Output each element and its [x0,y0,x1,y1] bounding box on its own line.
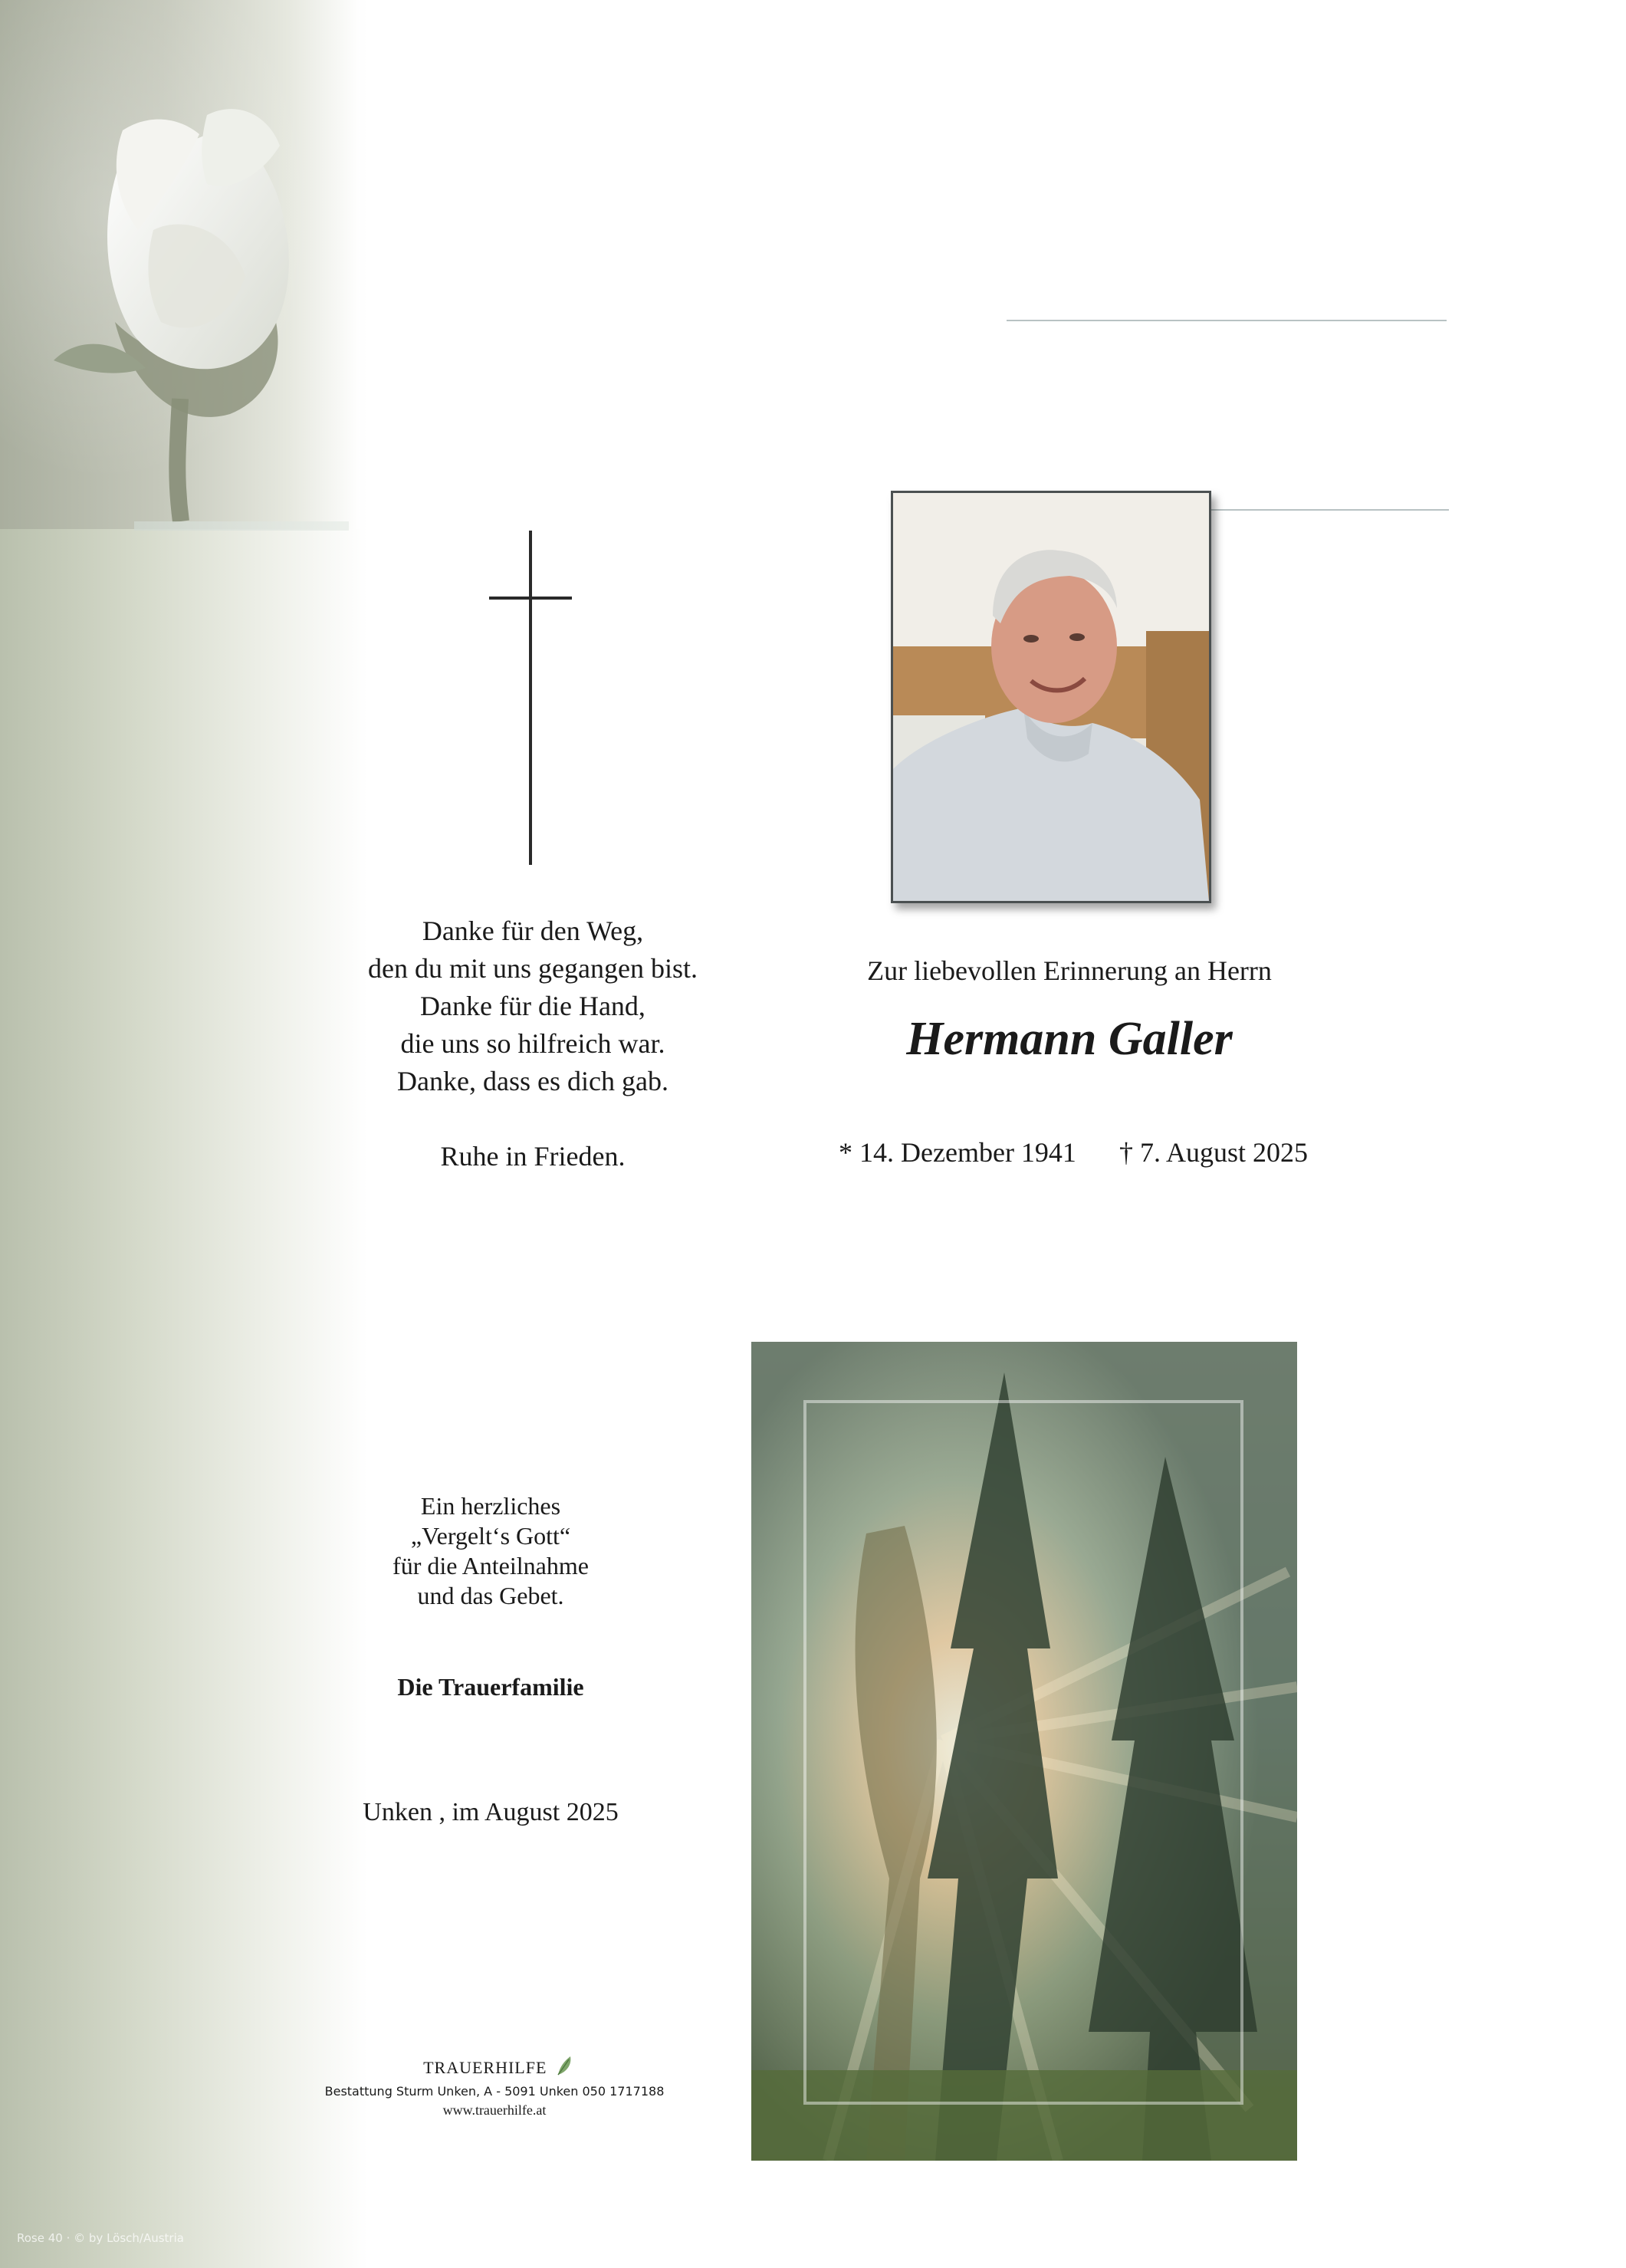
place-date: Unken , im August 2025 [363,1798,619,1826]
footer-brand [383,2055,613,2078]
thanks-message [360,1491,621,1611]
rose-ledge [134,521,349,531]
poem-line: die uns so hilfreich war. [400,1028,665,1059]
birth-date: * 14. Dezember 1941 [839,1137,1076,1168]
poem-line: Danke, dass es dich gab. [397,1066,668,1096]
top-divider-line [1007,320,1447,321]
poem-closing: Ruhe in Frieden. [440,1141,626,1172]
poem-line: den du mit uns gegangen bist. [368,953,698,984]
death-date: † 7. August 2025 [1118,1137,1308,1168]
memorial-intro: Zur liebevollen Erinnerung an Herrn [867,955,1272,986]
thanks-line: und das Gebet. [417,1582,564,1609]
thanks-line: „Vergelt‘s Gott“ [410,1522,571,1550]
footer-website[interactable]: www.trauerhilfe.at [442,2102,547,2118]
family-signature: Die Trauerfamilie [397,1673,584,1701]
portrait-photo [891,491,1211,903]
forest-sunbeam-image [751,1342,1297,2161]
poem-line: Danke für die Hand, [420,991,645,1021]
life-dates [797,1136,1349,1169]
rose-icon [0,0,360,529]
portrait-divider-line [1211,509,1449,511]
image-credit: Rose 40 · © by Lösch/Austria [17,2231,184,2245]
poem [337,912,728,1175]
deceased-name: Hermann Galler [906,1013,1233,1065]
poem-line: Danke für den Weg, [422,915,644,946]
leaf-logo-icon [555,2055,573,2076]
cross-icon [489,531,572,865]
rose-image [0,0,360,529]
footer-address: Bestattung Sturm Unken, A - 5091 Unken 050 1717188 [324,2084,665,2099]
thanks-line: für die Anteilnahme [393,1552,589,1579]
thanks-line: Ein herzliches [420,1492,561,1520]
brand-label: TRAUERHILFE [423,2058,547,2077]
